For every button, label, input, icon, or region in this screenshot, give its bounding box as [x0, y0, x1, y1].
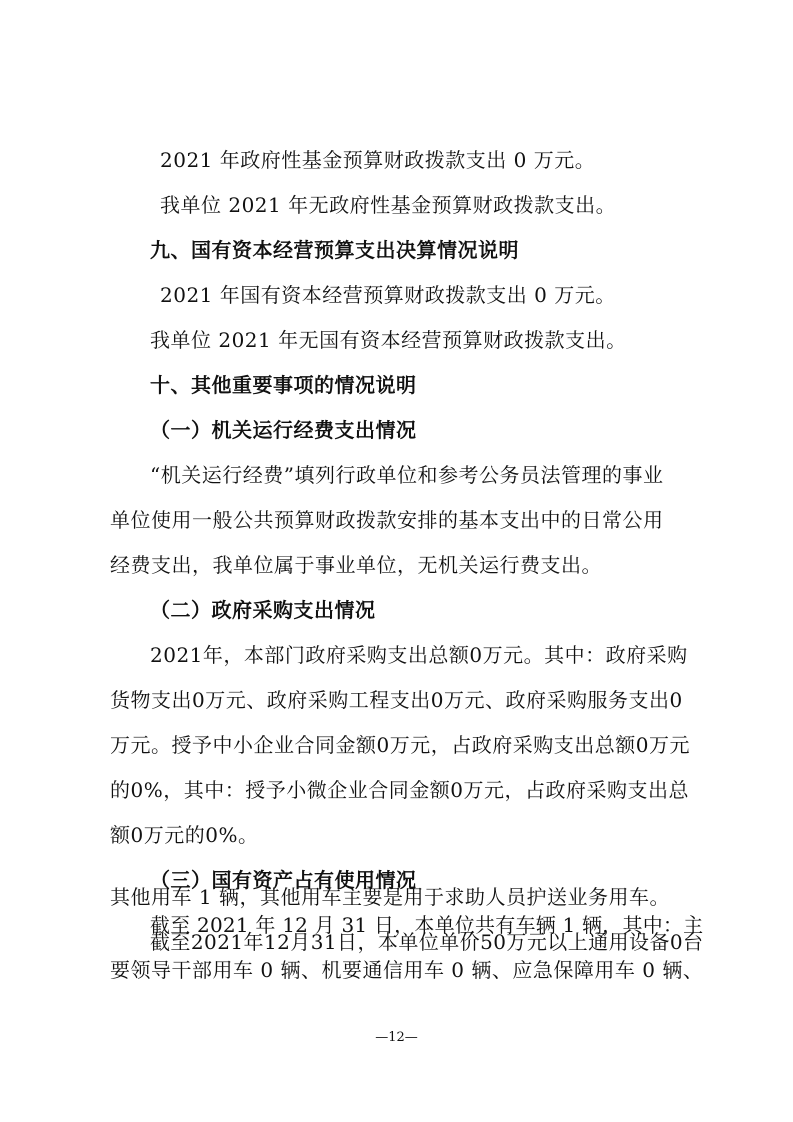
paragraph-line: 的0%，其中：授予小微企业合同金额0万元，占政府采购支出总 [110, 778, 689, 802]
subsection-heading-1: （一）机关运行经费支出情况 [150, 418, 417, 442]
section-heading-9: 九、国有资本经营预算支出决算情况说明 [150, 238, 519, 262]
section-heading-10: 十、其他重要事项的情况说明 [150, 373, 417, 397]
subsection-heading-3: （三）国有资产占有使用情况 [150, 868, 417, 892]
text-line-1: 2021 年政府性基金预算财政拨款支出 0 万元。 [160, 148, 596, 172]
paragraph-line: 截至2021年12月31日，本单位单价50万元以上通用设备0台 [150, 930, 704, 954]
paragraph-line: 其他用车 1 辆，其他用车主要是用于求助人员护送业务用车。 [110, 885, 670, 909]
subsection-heading-2: （二）政府采购支出情况 [150, 598, 376, 622]
paragraph-line: “机关运行经费”填列行政单位和参考公务员法管理的事业 [150, 463, 664, 487]
text-line-4: 我单位 2021 年无国有资本经营预算财政拨款支出。 [150, 328, 627, 352]
paragraph-line: 2021年，本部门政府采购支出总额0万元。其中：政府采购 [150, 643, 688, 667]
paragraph-line: 要领导干部用车 0 辆、机要通信用车 0 辆、应急保障用车 0 辆、 [110, 958, 704, 982]
paragraph-line: 单位使用一般公共预算财政拨款安排的基本支出中的日常公用 [110, 508, 664, 532]
text-line-2: 我单位 2021 年无政府性基金预算财政拨款支出。 [160, 193, 617, 217]
page-number: —12— [375, 1030, 418, 1045]
paragraph-line: 额0万元的0%。 [110, 823, 259, 847]
paragraph-line: 截至 2021 年 12 月 31 日，本单位共有车辆 1 辆，其中：主 [150, 913, 704, 937]
text-line-3: 2021 年国有资本经营预算财政拨款支出 0 万元。 [160, 283, 616, 307]
paragraph-line: 经费支出，我单位属于事业单位，无机关运行费支出。 [110, 553, 602, 577]
paragraph-line: 货物支出0万元、政府采购工程支出0万元、政府采购服务支出0 [110, 688, 683, 712]
paragraph-line: 万元。授予中小企业合同金额0万元，占政府采购支出总额0万元 [110, 733, 690, 757]
